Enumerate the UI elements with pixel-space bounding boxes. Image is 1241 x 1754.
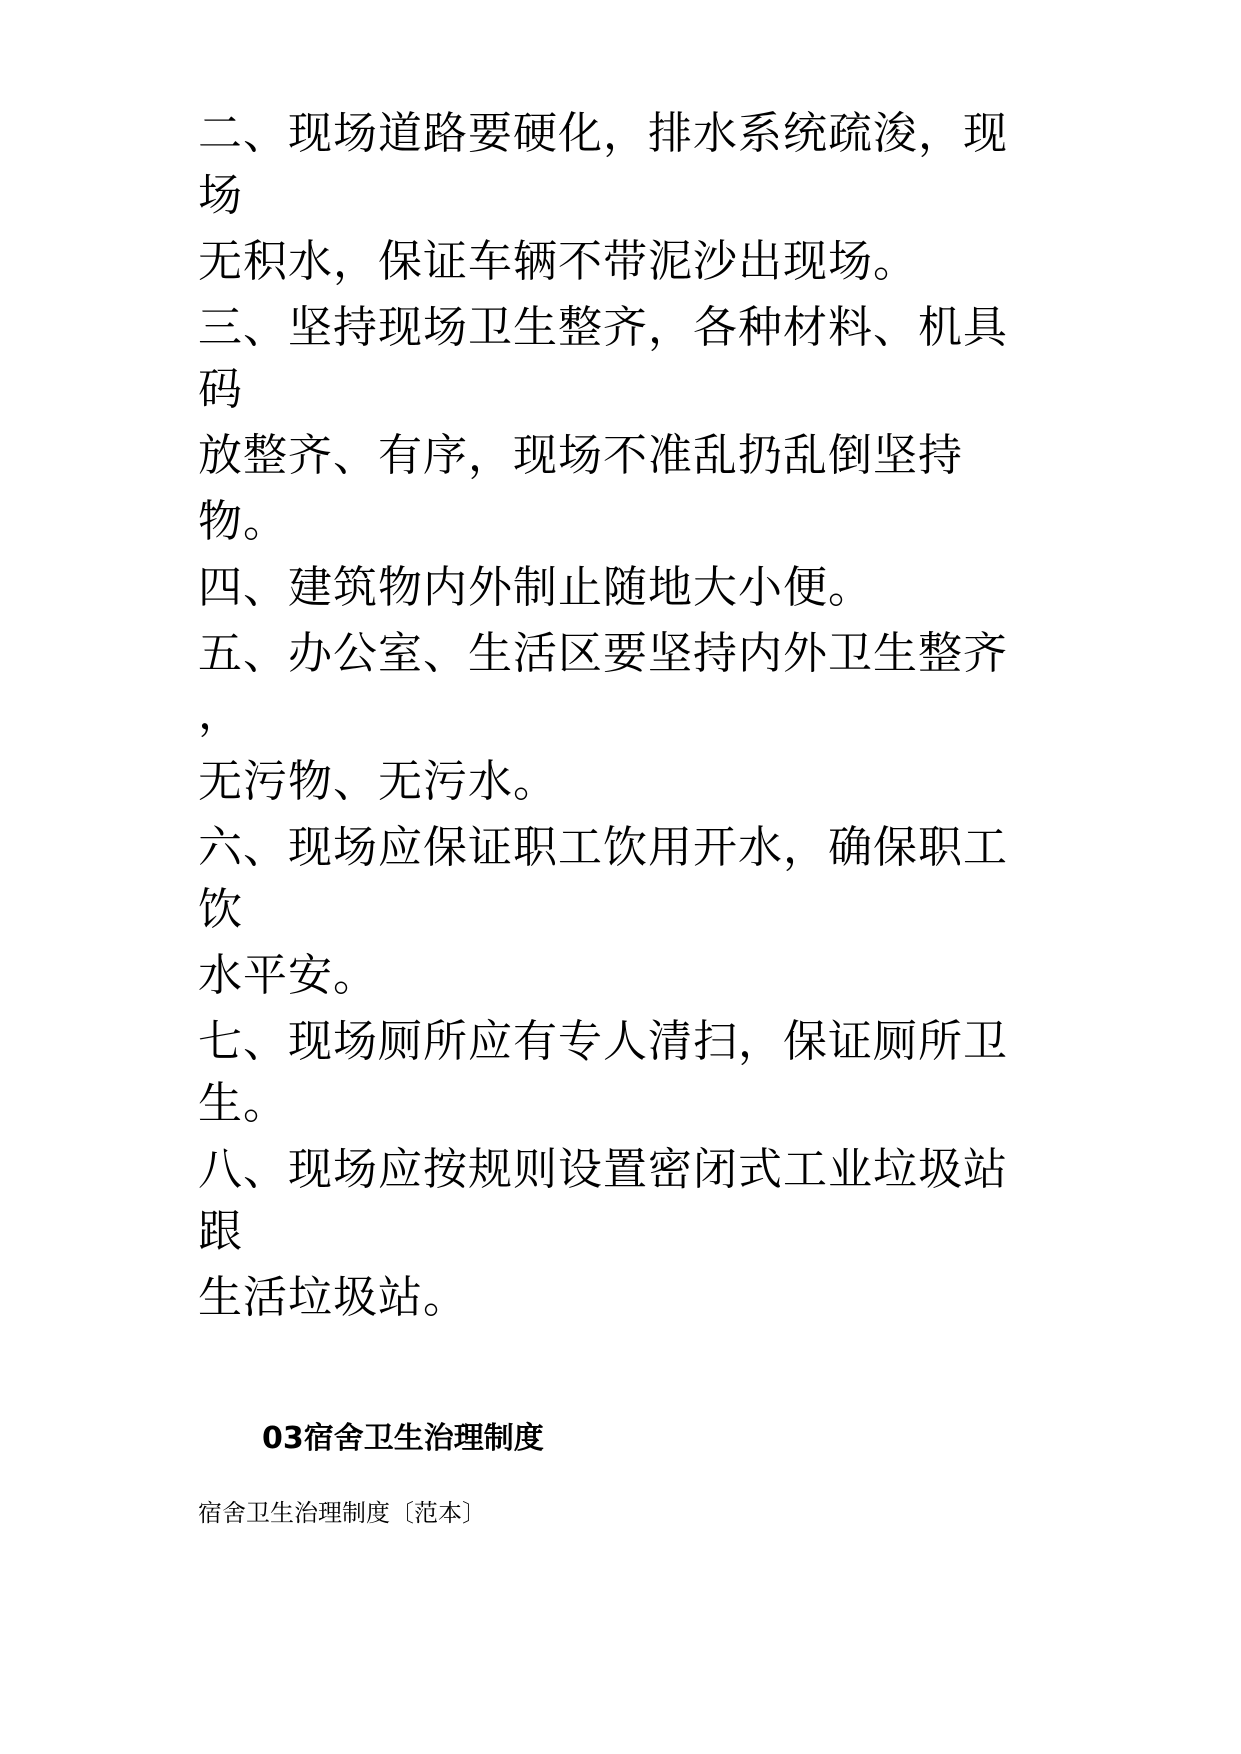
text-line: 六、现场应保证职工饮用开水，确保职工 (198, 822, 1008, 873)
text-line: 三、坚持现场卫生整齐，各种材料、机具 (198, 302, 1008, 353)
text-line: 四、建筑物内外制止随地大小便。 (198, 562, 873, 613)
text-line: 无积水，保证车辆不带泥沙出现场。 (198, 236, 918, 287)
section-subtitle: 宿舍卫生治理制度〔范本〕 (198, 1499, 486, 1527)
text-line: 物。 (198, 496, 288, 547)
text-line: 生活垃圾站。 (198, 1272, 468, 1323)
text-line: 水平安。 (198, 950, 378, 1001)
text-line: ， (198, 688, 243, 739)
text-line: 场 (198, 170, 243, 221)
text-line: 码 (198, 364, 243, 415)
text-line: 生。 (198, 1078, 288, 1129)
text-line: 跟 (198, 1206, 243, 1257)
text-line: 二、现场道路要硬化，排水系统疏浚，现 (198, 108, 1008, 159)
section-heading: 03宿舍卫生治理制度 (262, 1421, 544, 1456)
text-line: 无污物、无污水。 (198, 756, 558, 807)
text-line: 七、现场厕所应有专人清扫，保证厕所卫 (198, 1016, 1008, 1067)
text-line: 放整齐、有序，现场不准乱扔乱倒坚持 (198, 430, 963, 481)
text-line: 八、现场应按规则设置密闭式工业垃圾站 (198, 1144, 1008, 1195)
text-line: 五、办公室、生活区要坚持内外卫生整齐 (198, 628, 1008, 679)
text-line: 饮 (198, 884, 243, 935)
